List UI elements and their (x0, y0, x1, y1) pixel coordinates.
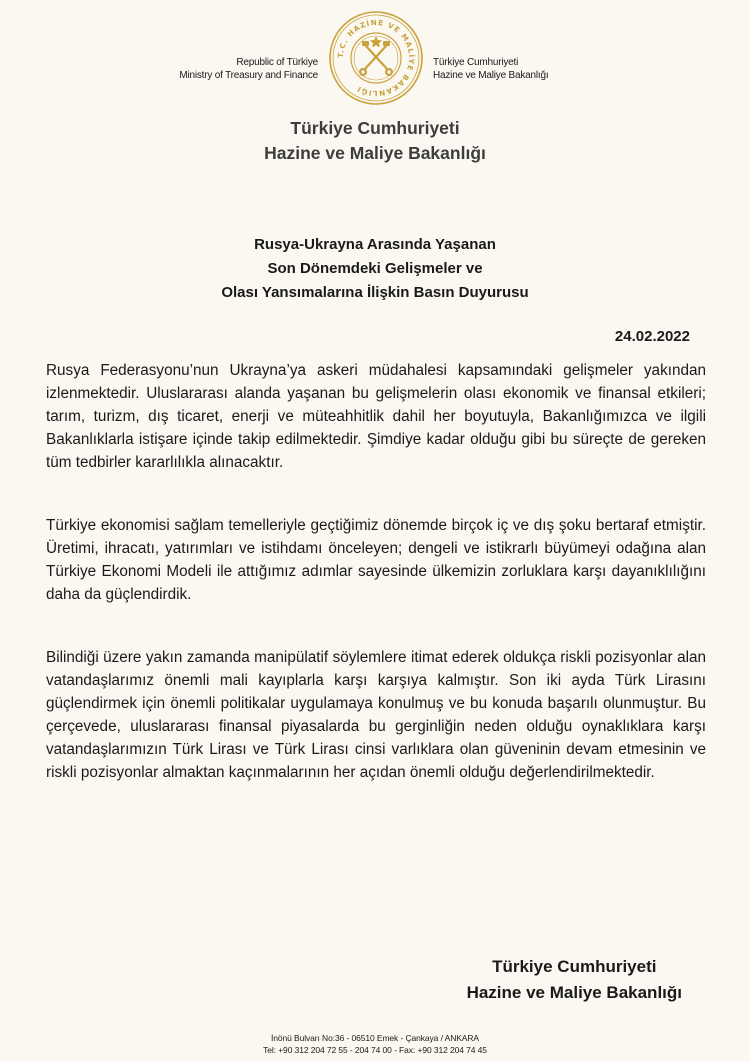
ministry-title (0, 116, 750, 166)
ministry-seal-icon (328, 10, 424, 106)
letterhead-turkish-line1: Türkiye Cumhuriyeti (433, 57, 519, 68)
announcement-date: 24.02.2022 (614, 328, 690, 345)
signature-line2: Hazine ve Maliye Bakanlığı (466, 983, 682, 1002)
footer-phone: Tel: +90 312 204 72 55 - 204 74 00 - Fax: +90 312 204 74 45 (263, 1045, 487, 1055)
body-paragraph-2: Türkiye ekonomisi sağlam temelleriyle geçtiğimiz dönemde birçok iç ve dış şoku bertaraf etmiştir. Üretimi, ihracatı, yatırımları ve istihdamı önceleyen; dengeli ve istikrarlı büyümeyi odağına alan Türkiye Ekonomi Modeli ile attığımız adımlar sayesinde ülkemizin zorluklara karşı dayanıklılığını daha da güçlendirdik. (46, 517, 706, 603)
seal-text: T.C. HAZİNE VE MALİYE BAKANLIĞI (335, 17, 417, 99)
letterhead-turkish (433, 56, 548, 82)
body-paragraph-1: Rusya Federasyonu’nun Ukrayna’ya askeri müdahalesi kapsamındaki gelişmeler yakından izlenmektedir. Uluslararası alanda yaşanan bu gelişmelerin olası ekonomik ve finansal etkileri; tarım, turizm, dış ticaret, enerji ve müteahhitlik dahil her boyutuyla, Bakanlığımızca ve ilgili Bakanlıklarla istişare içinde takip edilmektedir. Şimdiye kadar olduğu gibi bu süreçte de gereken tüm tedbirler kararlılıkla alınacaktır. (46, 362, 706, 471)
footer-address: İnönü Bulvarı No:36 - 06510 Emek - Çankaya / ANKARA (271, 1033, 479, 1043)
ministry-title-line2: Hazine ve Maliye Bakanlığı (264, 143, 486, 163)
footer-contact (0, 1032, 750, 1056)
ministry-title-line1: Türkiye Cumhuriyeti (290, 118, 460, 138)
signature-line1: Türkiye Cumhuriyeti (492, 957, 657, 976)
announcement-body (46, 359, 706, 824)
letterhead-english-line1: Republic of Türkiye (236, 57, 318, 68)
signature-block (467, 954, 682, 1006)
announcement-title-line1: Rusya-Ukrayna Arasında Yaşanan (254, 236, 496, 253)
letterhead-turkish-line2: Hazine ve Maliye Bakanlığı (433, 70, 549, 81)
letterhead (0, 10, 750, 115)
body-paragraph-3: Bilindiği üzere yakın zamanda manipülatif söylemlere itimat ederek oldukça riskli pozisyonlar alan vatandaşlarımız önemli mali kayıplarla karşı karşıya kalmıştır. Son iki ayda Türk Lirasını güçlendirmek için önemli politikalar uygulamaya konulmuş ve bu konuda başarılı olunmuştur. Bu çerçevede, uluslararası finansal piyasalarda bu gerginliğin neden olduğu oynaklıklara karşı vatandaşlarımızın Türk Lirası ve Türk Lirası cinsi varlıklara olan güveninin devam etmesinin ve riskli pozisyonlar almaktan kaçınmalarının her açıdan önemli olduğu değerlendirilmektedir. (46, 649, 706, 781)
announcement-title-line3: Olası Yansımalarına İlişkin Basın Duyurusu (221, 284, 529, 301)
announcement-title-line2: Son Dönemdeki Gelişmeler ve (267, 260, 483, 277)
letterhead-english-line2: Ministry of Treasury and Finance (179, 70, 318, 81)
letterhead-english (179, 56, 318, 82)
announcement-title (0, 233, 750, 305)
